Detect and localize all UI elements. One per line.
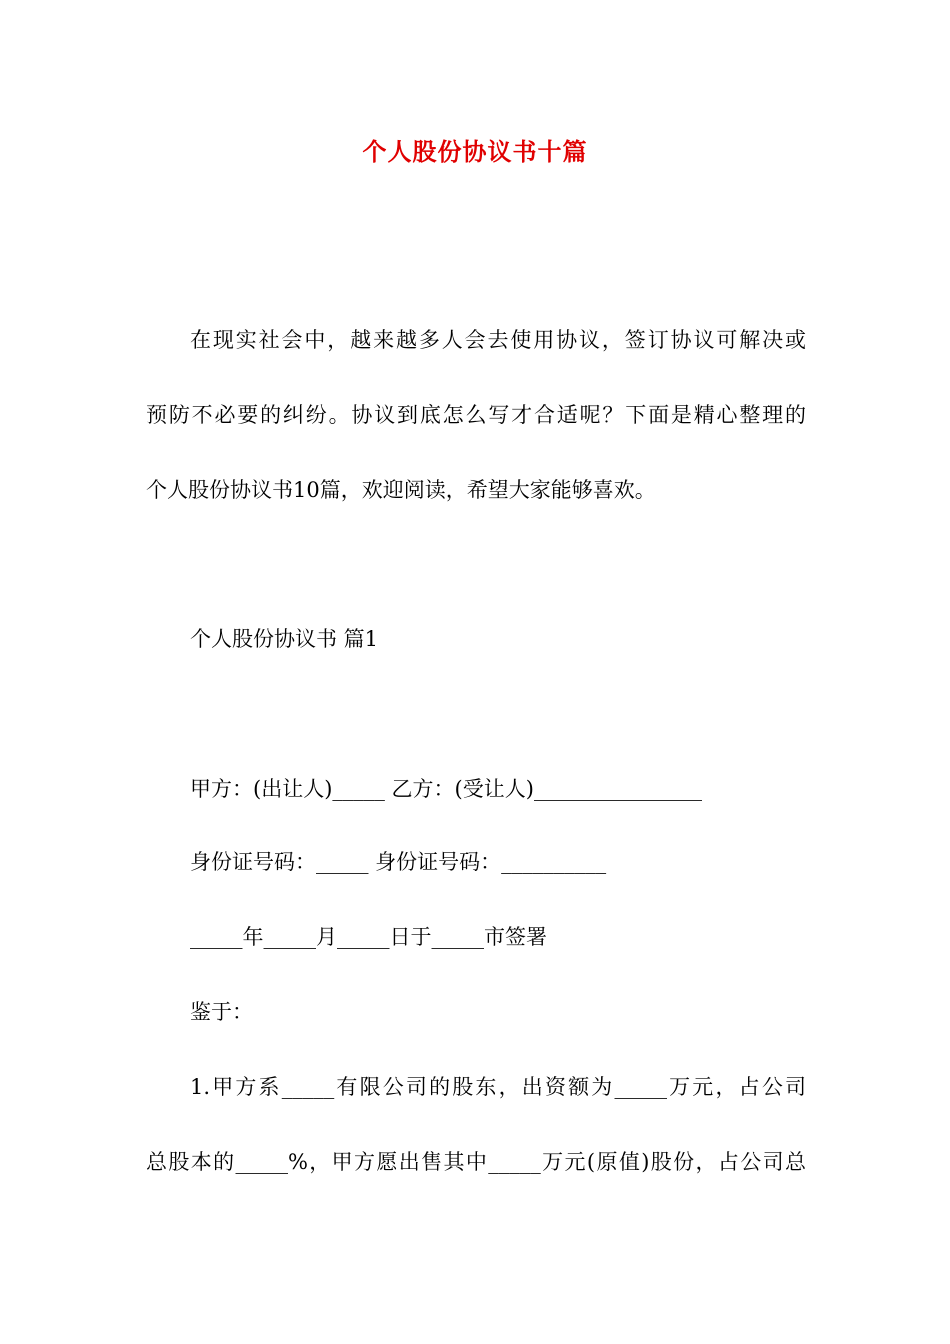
party-line: 甲方：(出让人)_____ 乙方：(受让人)________________ [190, 777, 702, 801]
clause-1-line-1: 1.甲方系_____有限公司的股东，出资额为_____万元，占公司 [190, 1075, 806, 1099]
signing-date-line: _____年_____月_____日于_____市签署 [190, 925, 547, 949]
section-heading: 个人股份协议书 篇1 [190, 627, 379, 651]
whereas-heading: 鉴于： [190, 1000, 253, 1024]
document-title: 个人股份协议书十篇 [362, 137, 588, 166]
intro-paragraph-line-1: 在现实社会中，越来越多人会去使用协议，签订协议可解决或 [190, 328, 806, 352]
id-number-line: 身份证号码：_____ 身份证号码：__________ [190, 850, 607, 874]
intro-paragraph-line-2: 预防不必要的纠纷。协议到底怎么写才合适呢？下面是精心整理的 [146, 403, 806, 427]
clause-1-line-2: 总股本的_____%，甲方愿出售其中_____万元(原值)股份，占公司总 [146, 1150, 806, 1174]
intro-paragraph-line-3: 个人股份协议书10篇，欢迎阅读，希望大家能够喜欢。 [146, 478, 656, 502]
